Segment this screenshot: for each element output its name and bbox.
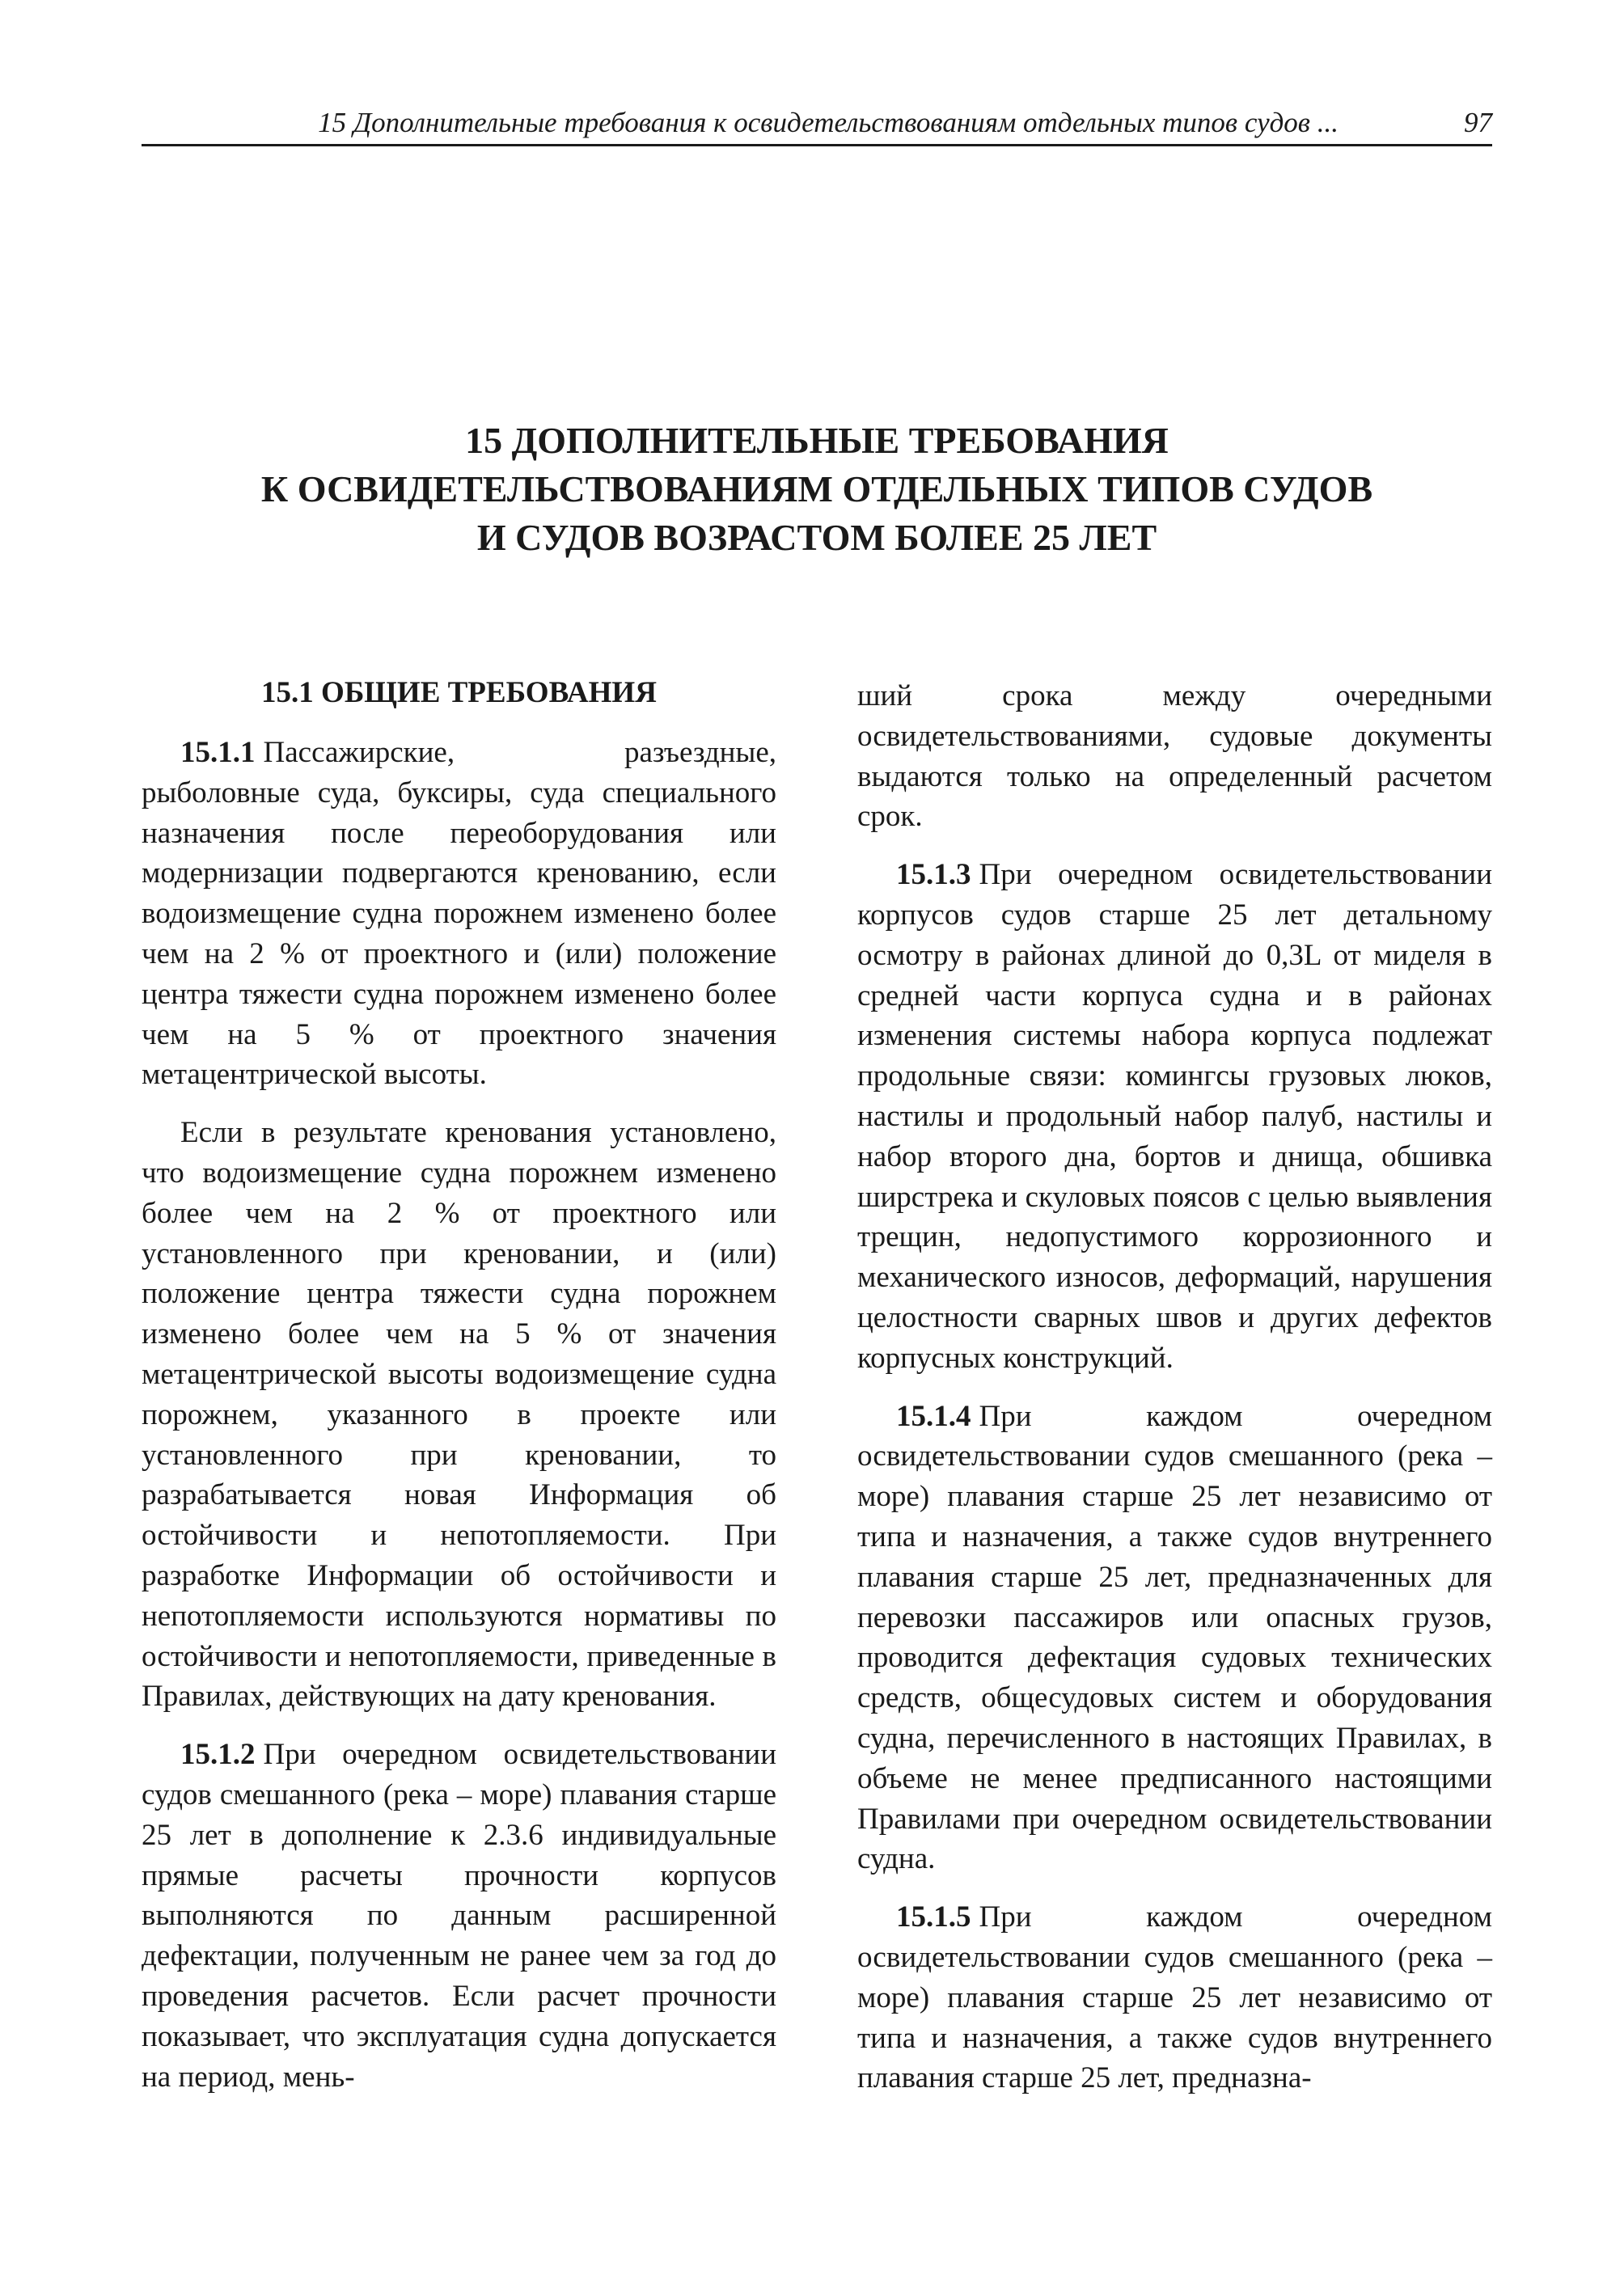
clause-number: 15.1.3 bbox=[896, 858, 971, 892]
page-number: 97 bbox=[1464, 107, 1492, 138]
paragraph-text: При очередном освидетельствовании судов смешанного (река – море) плавания старше 25 лет в дополнение к 2.3.6 индивидуальные прямые расчеты прочности корпусов выполняются по данным расширенной дефектации, полученным не ранее чем за год до проведения расчетов. Если расчет прочности показывает, что эксплуатация судна допускается на период, мень- bbox=[142, 1738, 776, 2094]
chapter-title bbox=[142, 416, 1492, 562]
chapter-title-line: И СУДОВ ВОЗРАСТОМ БОЛЕЕ 25 ЛЕТ bbox=[476, 517, 1157, 558]
paragraph-text: ший срока между очередными освидетельствованиями, судовые документы выдаются только на определенный расчетом срок. bbox=[857, 679, 1492, 834]
paragraph-15-1-1-continued bbox=[142, 1113, 776, 1717]
chapter-title-line: К ОСВИДЕТЕЛЬСТВОВАНИЯМ ОТДЕЛЬНЫХ ТИПОВ СУДОВ bbox=[260, 468, 1373, 509]
chapter-title-line: 15 ДОПОЛНИТЕЛЬНЫЕ ТРЕБОВАНИЯ bbox=[465, 420, 1169, 461]
right-column bbox=[857, 676, 1492, 2116]
clause-number: 15.1.5 bbox=[896, 1900, 971, 1934]
paragraph-text: Пассажирские, разъездные, рыболовные суда, буксиры, суда специального назначения после переоборудования или модернизации подвергаются кренованию, если водоизмещение судна порожнем изменено более чем на 2 % от проектного и (или) положение центра тяжести судна порожнем изменено более чем на 5 % от проектного значения метацентрической высоты. bbox=[142, 736, 776, 1092]
running-title: 15 Дополнительные требования к освидетельствованиям отдельных типов судов ... bbox=[318, 107, 1339, 138]
paragraph-text: При каждом очередном освидетельствовании судов смешанного (река – море) плавания старше 25 лет независимо от типа и назначения, а также судов внутреннего плавания старше 25 лет, предназна- bbox=[857, 1900, 1492, 2095]
paragraph-text: При очередном освидетельствовании корпусов судов старше 25 лет детальному осмотру в районах длиной до 0,3L от миделя в средней части корпуса судна и в районах изменения системы набора корпуса подлежат продольные связи: комингсы грузовых люков, настилы и продольный набор палуб, настилы и набор второго дна, бортов и днища, обшивка ширстрека и скуловых поясов с целью выявления трещин, недопустимого коррозионного и механического износов, деформаций, нарушения целостности сварных швов и других дефектов корпусных конструкций. bbox=[857, 858, 1492, 1375]
clause-number: 15.1.2 bbox=[180, 1738, 256, 1772]
paragraph-15-1-1 bbox=[142, 733, 776, 1095]
paragraph-text: При каждом очередном освидетельствовании судов смешанного (река – море) плавания старше 25 лет независимо от типа и назначения, а также судов внутреннего плавания старше 25 лет, предназначенных для перевозки пассажиров или опасных грузов, проводится дефектация судовых технических средств, общесудовых систем и оборудования судна, перечисленного в настоящих Правилах, в объеме не менее предписанного настоящими Правилами при очередном освидетельствовании судна. bbox=[857, 1399, 1492, 1876]
clause-number: 15.1.4 bbox=[896, 1399, 971, 1433]
section-heading: 15.1 ОБЩИЕ ТРЕБОВАНИЯ bbox=[261, 676, 657, 709]
paragraph-15-1-5 bbox=[857, 1897, 1492, 2099]
paragraph-15-1-4 bbox=[857, 1397, 1492, 1880]
left-column bbox=[142, 673, 776, 2115]
clause-number: 15.1.1 bbox=[180, 736, 256, 769]
paragraph-15-1-2 bbox=[142, 1735, 776, 2097]
paragraph-text: Если в результате кренования установлено, что водоизмещение судна порожнем изменено более чем на 2 % от проектного или установленного при креновании, и (или) положение центра тяжести судна порожнем изменено более чем на 5 % от значения метацентрической высоты водоизмещение судна порожнем, указанного в проекте или установленного при креновании, то разрабатывается новая Информация об остойчивости и непотопляемости. При разработке Информации об остойчивости и непотопляемости используются нормативы по остойчивости и непотопляемости, приведенные в Правилах, действующих на дату кренования. bbox=[142, 1116, 776, 1714]
paragraph-15-1-2-continued bbox=[857, 676, 1492, 837]
running-header bbox=[142, 104, 1492, 146]
paragraph-15-1-3 bbox=[857, 855, 1492, 1378]
